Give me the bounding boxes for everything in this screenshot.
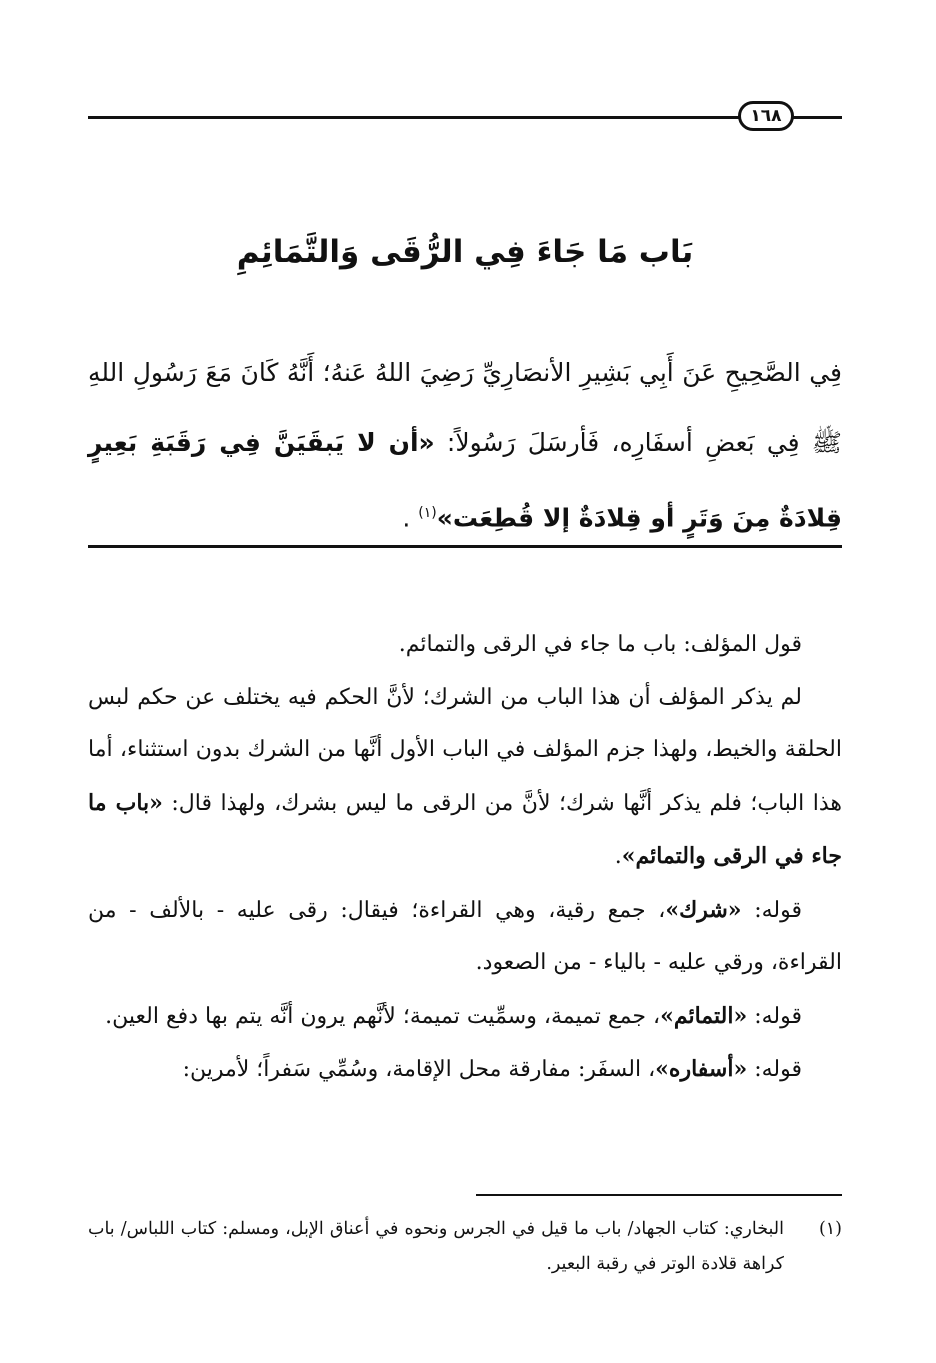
paragraph-text: لم يذكر المؤلف أن هذا الباب من الشرك؛ لأنَّ الحكم فيه يختلف عن حكم لبس الحلقة والخيط، ولهذا جزم المؤلف في الباب الأول أنَّها من الشرك بدون استثناء، أما هذا الباب؛ فلم يذكر أنَّها شرك؛ لأنَّ من الرقى ما ليس بشرك، ولهذا قال: [88,684,843,816]
commentary-paragraph [88,884,842,990]
hadith-end: . [402,503,419,533]
commentary-paragraph [88,672,842,884]
header-rule-right [790,116,842,119]
footnote-marker: (١) [418,505,437,521]
footnote-text: البخاري: كتاب الجهاد/ باب ما قيل في الجرس ونحوه في أعناق الإبل، ومسلم: كتاب اللباس/ باب كراهة قلادة الوتر في رقبة البعير. [88,1219,784,1274]
commentary-paragraph [88,990,842,1044]
quoted-chapter-title: «باب ما جاء في الرقى والتمائم» [88,789,842,869]
paragraph-prefix: قوله: [747,1003,802,1029]
paragraph-text: قول المؤلف: باب ما جاء في الرقى والتمائم. [398,632,802,657]
paragraph-text: ، جمع تميمة، وسمِّيت تميمة؛ لأنَّهم يرون أنَّه يتم بها دفع العين. [105,1003,661,1029]
paragraph-text: ، السفَر: مفارقة محل الإقامة، وسُمِّي سَفراً؛ لأمرين: [182,1057,656,1082]
page-number-badge [738,101,794,131]
paragraph-prefix: قوله: [741,897,802,923]
chapter-title: بَاب مَا جَاءَ فِي الرُّقَى وَالتَّمَائِمِ [236,234,694,270]
quoted-term: «التمائم» [660,1002,748,1029]
paragraph-prefix: قوله: [747,1057,802,1082]
footnote-rule [476,1194,842,1196]
section-divider [88,545,842,548]
paragraph-text: ، جمع رقية، وهي القراءة؛ فيقال: رقى عليه - بالألف - من القراءة، ورقي عليه - بالياء - من الصعود. [88,897,842,975]
hadith-text [88,338,842,553]
footnote [88,1212,842,1282]
commentary-paragraph [88,619,842,672]
page-number: ١٦٨ [750,105,782,126]
quoted-term: «أسفاره» [655,1056,748,1082]
hadith-quote: «أن لا يَبقَيَنَّ فِي رَقَبَةِ بَعِيرٍ قِلادَةٌ مِنَ وَتَرٍ أو قِلادَةٌ إلا قُطِعَت» [88,428,842,533]
commentary [88,619,842,1097]
commentary-paragraph [88,1043,842,1097]
hadith-intro: فِي الصَّحِيحِ عَنَ أَبِي بَشِيرِ الأنصَارِيِّ رَضِيَ اللهُ عَنهُ؛ أَنَّهُ كَانَ مَعَ رَسُولِ اللهِ ﷺ فِي بَعضِ أسفَارِه، فَأرسَلَ رَسُولاً: [88,358,842,457]
header-rule [88,116,742,119]
quoted-term: «شرك» [665,896,742,923]
footnote-number: (١) [818,1219,842,1239]
paragraph-end: . [614,844,622,869]
